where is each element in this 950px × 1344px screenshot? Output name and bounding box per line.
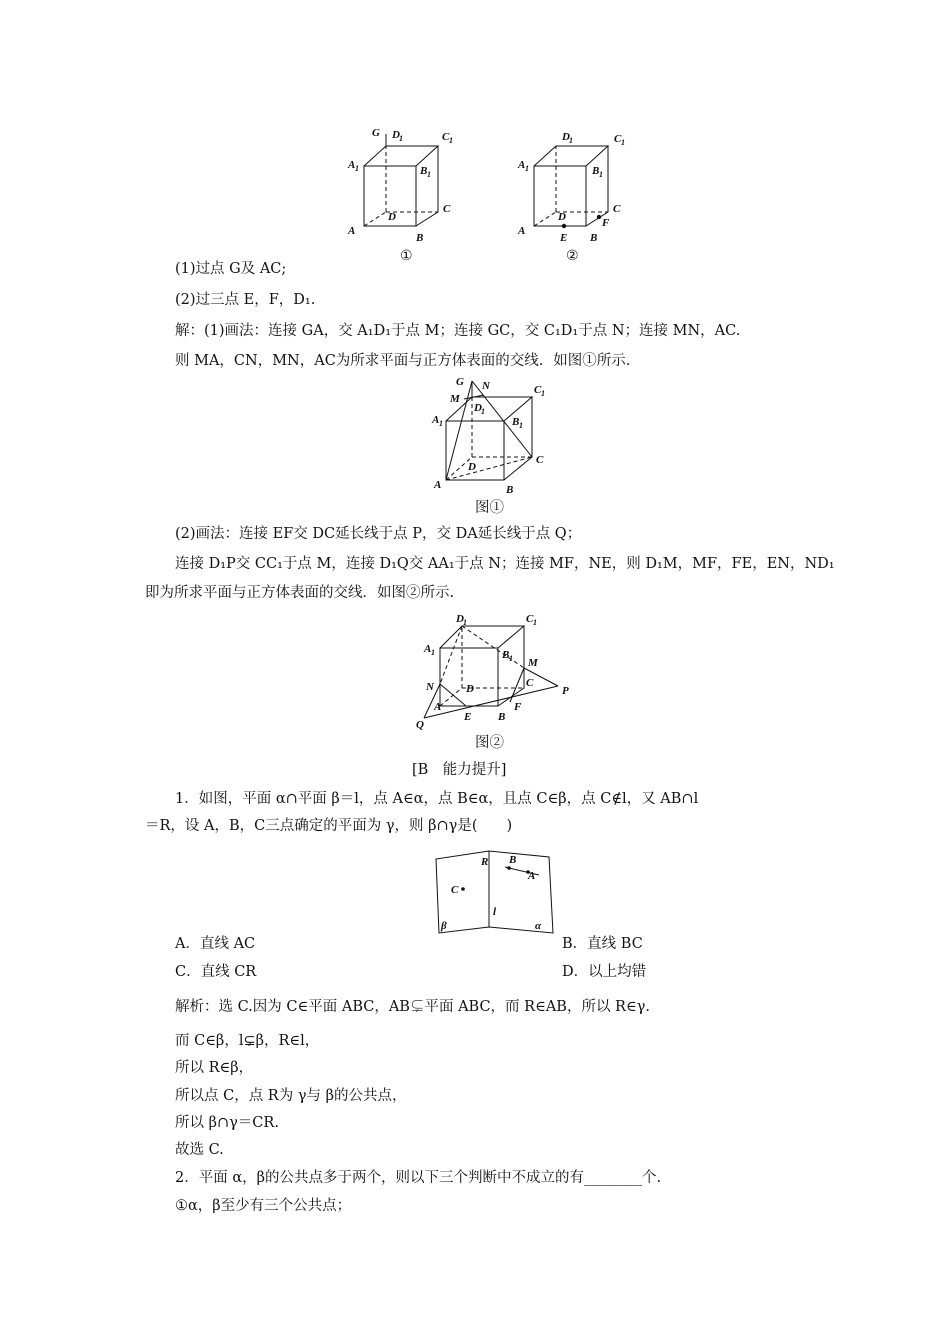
svg-text:N: N: [482, 380, 490, 392]
text-line-6: 连接 D₁P交 CC₁于点 M，连接 D₁Q交 AA₁于点 N；连接 MF，NE，则 D₁M，MF，FE，EN，ND₁: [175, 556, 835, 572]
svg-text:α: α: [535, 920, 542, 932]
svg-text:E: E: [560, 232, 568, 244]
svg-text:R: R: [481, 856, 489, 868]
svg-text:B: B: [420, 165, 428, 177]
svg-text:D: D: [392, 129, 400, 141]
svg-text:C: C: [451, 884, 459, 896]
text-line-19: 所以 β∩γ＝CR.: [175, 1115, 279, 1131]
svg-text:A: A: [348, 225, 356, 237]
solution-figure-1: [428, 375, 558, 505]
svg-text:C: C: [526, 613, 534, 625]
svg-text:1: 1: [481, 407, 485, 416]
svg-text:l: l: [493, 906, 497, 918]
cube-figure-1: [340, 127, 480, 264]
cube-figure-2: [510, 130, 650, 264]
svg-text:1: 1: [427, 170, 431, 179]
svg-text:F: F: [514, 701, 522, 713]
svg-text:C: C: [536, 454, 544, 466]
svg-text:F: F: [602, 217, 610, 229]
fig1-caption: ①: [400, 249, 413, 264]
svg-text:A: A: [348, 159, 356, 171]
svg-text:A: A: [518, 225, 526, 237]
fig-b-caption: 图②: [475, 735, 504, 751]
text-line-7: 即为所求平面与正方体表面的交线．如图②所示.: [145, 585, 455, 601]
svg-text:M: M: [450, 393, 460, 405]
choice-a[interactable]: A．直线 AC: [175, 936, 256, 952]
svg-text:N: N: [426, 681, 434, 693]
svg-text:D: D: [468, 461, 476, 473]
svg-text:C: C: [442, 131, 450, 143]
choice-b[interactable]: B．直线 BC: [562, 936, 643, 952]
text-line-4: 则 MA，CN，MN，AC为所求平面与正方体表面的交线．如图①所示.: [175, 353, 631, 369]
svg-text:A: A: [434, 701, 442, 713]
svg-text:B: B: [502, 649, 510, 661]
svg-text:B: B: [512, 416, 520, 428]
fig-a-caption: 图①: [475, 500, 504, 516]
svg-text:D: D: [388, 211, 396, 223]
svg-text:1: 1: [541, 389, 545, 398]
text-line-22: ①α，β至少有三个公共点；: [175, 1198, 352, 1214]
svg-text:B: B: [592, 165, 600, 177]
choice-d[interactable]: D．以上均错: [562, 964, 647, 980]
svg-text:E: E: [464, 711, 472, 723]
svg-text:C: C: [534, 384, 542, 396]
svg-text:1: 1: [463, 618, 467, 627]
svg-text:C: C: [526, 677, 534, 689]
svg-text:B: B: [498, 711, 506, 723]
text-line-5: (2)画法：连接 EF交 DC延长线于点 P，交 DA延长线于点 Q；: [175, 526, 582, 542]
svg-text:1: 1: [533, 618, 537, 627]
svg-text:A: A: [424, 643, 432, 655]
svg-text:A: A: [528, 870, 536, 882]
svg-text:1: 1: [509, 654, 513, 663]
text-line-17: 所以 R∈β，: [175, 1060, 254, 1076]
svg-text:1: 1: [439, 419, 443, 428]
svg-text:1: 1: [525, 164, 529, 173]
svg-text:B: B: [590, 232, 598, 244]
svg-text:Q: Q: [416, 719, 424, 731]
fig2-caption: ②: [566, 249, 579, 264]
text-line-20: 故选 C.: [175, 1142, 224, 1158]
svg-text:D: D: [456, 613, 464, 625]
svg-text:β: β: [441, 920, 447, 932]
text-line-10: ＝R，设 A，B，C三点确定的平面为 γ，则 β∩γ是( ): [145, 818, 513, 834]
svg-text:D: D: [466, 683, 474, 695]
text-line-21: 2．平面 α，β的公共点多于两个，则以下三个判断中不成立的有________个.: [175, 1170, 662, 1186]
svg-text:B: B: [509, 854, 517, 866]
svg-text:A: A: [432, 414, 440, 426]
svg-text:1: 1: [449, 136, 453, 145]
solution-figure-2: [410, 610, 590, 735]
svg-text:1: 1: [399, 134, 403, 143]
svg-text:D: D: [474, 402, 482, 414]
svg-text:G: G: [372, 127, 380, 139]
svg-text:M: M: [528, 657, 538, 669]
svg-text:1: 1: [519, 421, 523, 430]
planes-figure: [433, 843, 563, 933]
svg-text:B: B: [506, 484, 514, 496]
text-line-18: 所以点 C，点 R为 γ与 β的公共点，: [175, 1088, 407, 1104]
svg-text:D: D: [562, 131, 570, 143]
text-line-15: 解析：选 C.因为 C∈平面 ABC，AB⊊平面 ABC，而 R∈AB，所以 R∈γ.: [175, 999, 650, 1015]
svg-text:C: C: [443, 203, 451, 215]
choice-c[interactable]: C．直线 CR: [175, 964, 257, 980]
svg-text:A: A: [518, 159, 526, 171]
svg-text:1: 1: [569, 136, 573, 145]
text-line-3: 解：(1)画法：连接 GA，交 A₁D₁于点 M；连接 GC，交 C₁D₁于点 N；连接 MN，AC.: [175, 323, 741, 339]
svg-text:1: 1: [621, 138, 625, 147]
text-line-9: 1．如图，平面 α∩平面 β＝l，点 A∈α，点 B∈α，且点 C∈β，点 C∉l，又 AB∩l: [175, 791, 699, 807]
text-line-2: (2)过三点 E，F，D₁.: [175, 292, 316, 308]
svg-text:B: B: [416, 232, 424, 244]
svg-text:1: 1: [431, 648, 435, 657]
svg-text:C: C: [613, 203, 621, 215]
section-heading: [B 能力提升]: [412, 762, 507, 778]
svg-text:G: G: [456, 376, 464, 388]
svg-text:D: D: [558, 211, 566, 223]
svg-text:P: P: [562, 685, 569, 697]
svg-text:A: A: [434, 479, 442, 491]
svg-text:C: C: [614, 133, 622, 145]
text-line-1: (1)过点 G及 AC;: [175, 261, 287, 277]
text-line-16: 而 C∈β，l⊊β，R∈l，: [175, 1033, 320, 1049]
svg-text:1: 1: [355, 164, 359, 173]
svg-text:1: 1: [599, 170, 603, 179]
